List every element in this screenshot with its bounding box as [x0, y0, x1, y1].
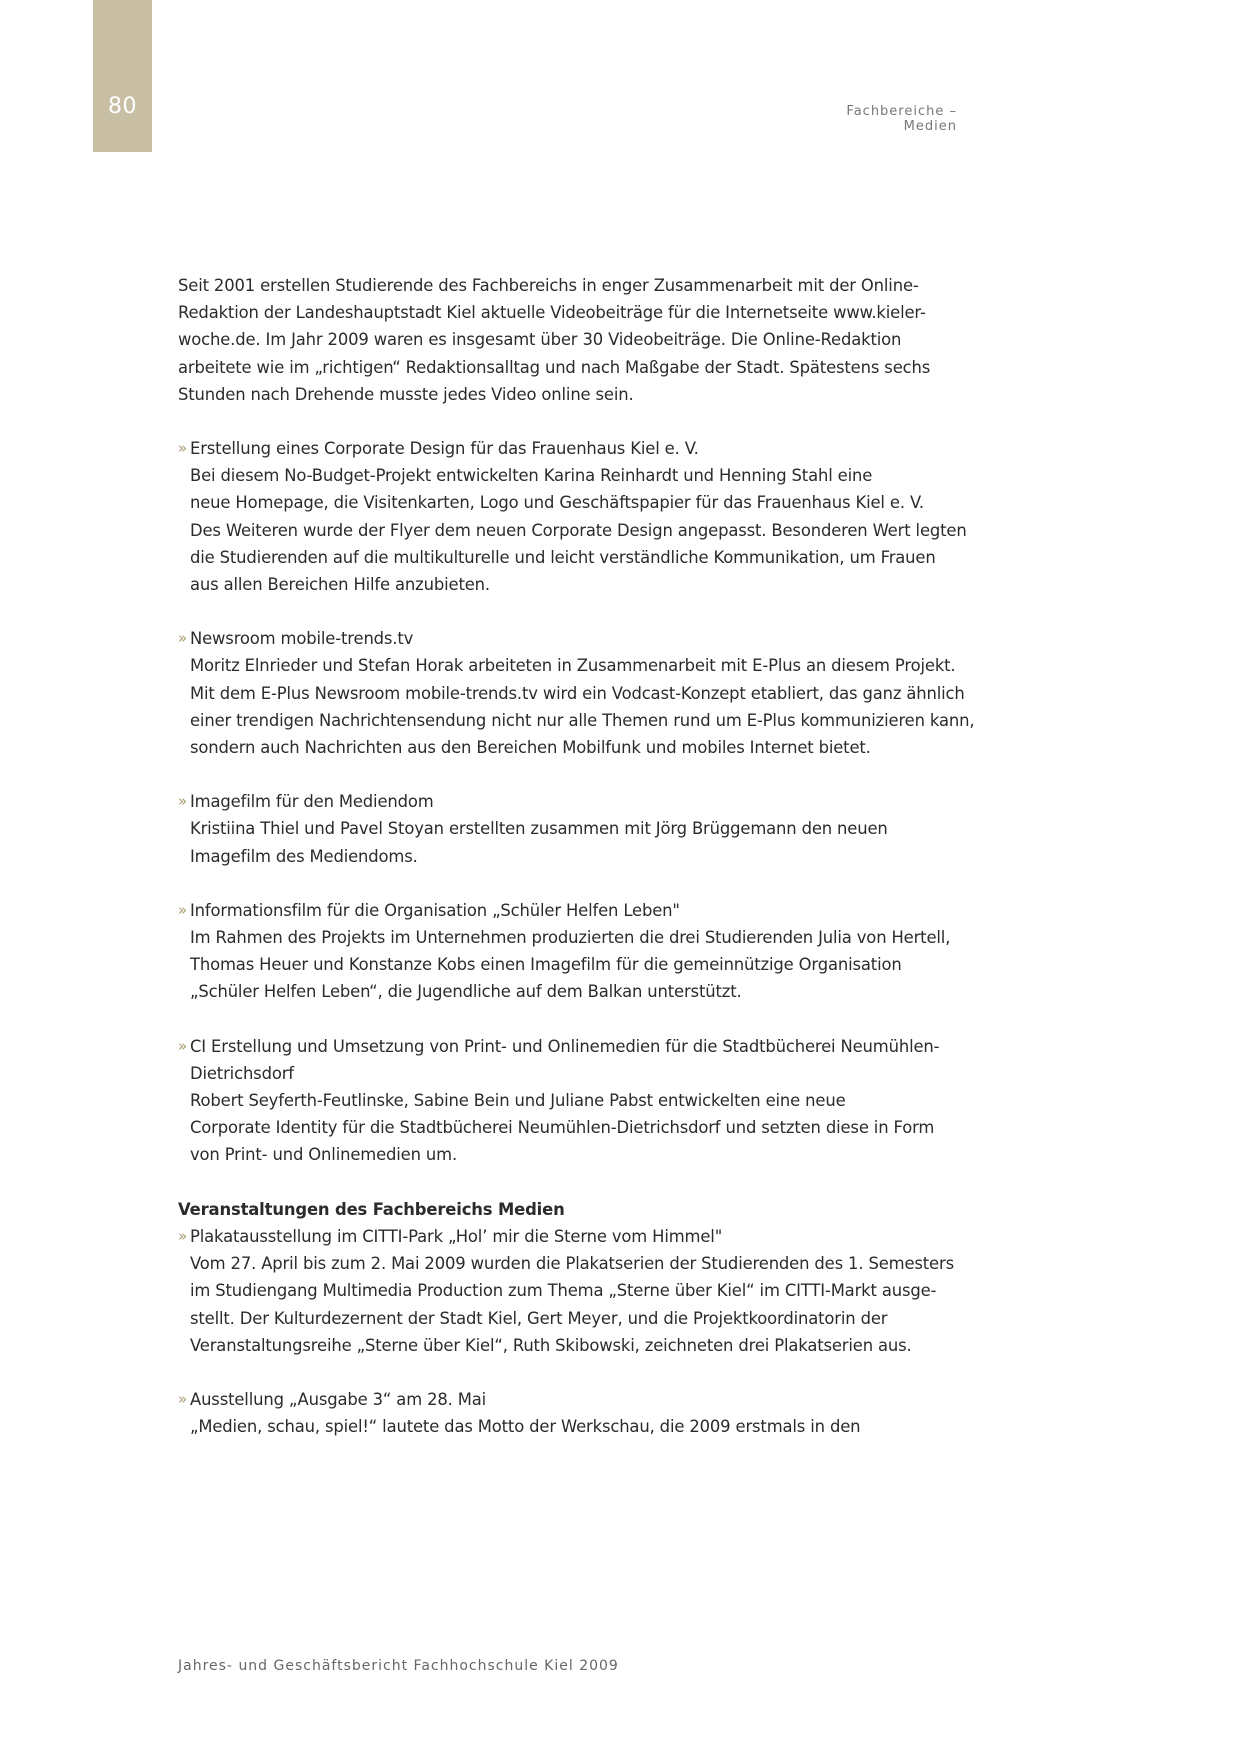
event-item — [178, 1386, 978, 1440]
section-header: Fachbereiche – Medien — [846, 104, 957, 134]
bullet-chevron-icon: » — [178, 629, 188, 648]
item-title-line: Plakatausstellung im CITTI-Park „Hol’ mir die Sterne vom Himmel" — [190, 1226, 723, 1246]
item-desc-line: Des Weiteren wurde der Flyer dem neuen Corporate Design angepasst. Besonderen Wert legten — [190, 520, 967, 540]
item-desc-line: einer trendigen Nachrichtensendung nicht nur alle Themen rund um E-Plus kommunizieren kann, — [190, 710, 975, 730]
item-desc-line: Bei diesem No-Budget-Projekt entwickelten Karina Reinhardt und Henning Stahl eine — [190, 466, 873, 486]
item-description — [178, 1087, 978, 1169]
item-desc-line: Corporate Identity für die Stadtbücherei Neumühlen-Dietrichsdorf und setzten diese in Form — [190, 1118, 935, 1138]
item-title — [178, 1223, 978, 1250]
item-desc-line: aus allen Bereichen Hilfe anzubieten. — [190, 575, 490, 595]
item-description — [178, 1413, 978, 1440]
item-desc-line: Robert Seyferth-Feutlinske, Sabine Bein und Juliane Pabst entwickelten eine neue — [190, 1091, 846, 1111]
item-desc-line: Moritz Elnrieder und Stefan Horak arbeiteten in Zusammenarbeit mit E-Plus an diesem Projekt. — [190, 656, 956, 676]
item-title — [178, 1386, 978, 1413]
events-heading: Veranstaltungen des Fachbereichs Medien — [178, 1199, 565, 1219]
intro-line: Redaktion der Landeshauptstadt Kiel aktuelle Videobeiträge für die Internetseite www.kieler- — [178, 303, 926, 323]
item-desc-line: Im Rahmen des Projekts im Unternehmen produzierten die drei Studierenden Julia von Hertell, — [190, 928, 951, 948]
intro-line: Stunden nach Drehende musste jedes Video online sein. — [178, 384, 634, 404]
bullet-chevron-icon: » — [178, 439, 188, 458]
page-tab — [93, 0, 152, 152]
item-desc-line: „Schüler Helfen Leben“, die Jugendliche auf dem Balkan unterstützt. — [190, 982, 742, 1002]
main-content — [178, 272, 978, 1440]
list-item — [178, 897, 978, 1006]
page-footer: Jahres- und Geschäftsbericht Fachhochschule Kiel 2009 — [178, 1658, 619, 1674]
item-title — [178, 435, 978, 462]
item-desc-line: Kristiina Thiel und Pavel Stoyan erstellten zusammen mit Jörg Brüggemann den neuen — [190, 819, 888, 839]
item-desc-line: Vom 27. April bis zum 2. Mai 2009 wurden die Plakatserien der Studierenden des 1. Semesters — [190, 1254, 954, 1274]
item-description — [178, 1250, 978, 1359]
list-item — [178, 435, 978, 598]
item-title-line: CI Erstellung und Umsetzung von Print- und Onlinemedien für die Stadtbücherei Neumühlen- — [190, 1036, 940, 1056]
item-title-line: Imagefilm für den Mediendom — [190, 792, 434, 812]
item-title — [178, 625, 978, 652]
bullet-chevron-icon: » — [178, 792, 188, 811]
intro-line: Seit 2001 erstellen Studierende des Fachbereichs in enger Zusammenarbeit mit der Online- — [178, 276, 919, 295]
intro-paragraph — [178, 272, 978, 408]
item-description — [178, 462, 978, 598]
item-title-line: Dietrichsdorf — [190, 1063, 294, 1083]
bullet-chevron-icon: » — [178, 900, 188, 919]
item-desc-line: sondern auch Nachrichten aus den Bereichen Mobilfunk und mobiles Internet bietet. — [190, 738, 871, 758]
item-desc-line: „Medien, schau, spiel!“ lautete das Motto der Werkschau, die 2009 erstmals in den — [190, 1417, 861, 1437]
list-item — [178, 625, 978, 761]
bullet-chevron-icon: » — [178, 1226, 188, 1245]
item-title-line: Newsroom mobile-trends.tv — [190, 629, 414, 649]
item-desc-line: die Studierenden auf die multikulturelle und leicht verständliche Kommunikation, um Frauen — [190, 547, 936, 567]
list-item — [178, 1033, 978, 1169]
item-title-line: Erstellung eines Corporate Design für das Frauenhaus Kiel e. V. — [190, 439, 699, 459]
item-title — [178, 897, 978, 924]
item-title — [178, 788, 978, 815]
intro-line: woche.de. Im Jahr 2009 waren es insgesamt über 30 Videobeiträge. Die Online-Redaktion — [178, 330, 902, 350]
item-desc-line: im Studiengang Multimedia Production zum Thema „Sterne über Kiel“ im CITTI-Markt ausge- — [190, 1281, 937, 1301]
item-description — [178, 924, 978, 1006]
intro-line: arbeitete wie im „richtigen“ Redaktionsalltag und nach Maßgabe der Stadt. Spätestens sechs — [178, 357, 931, 377]
item-title-line: Informationsfilm für die Organisation „Schüler Helfen Leben" — [190, 900, 680, 920]
item-desc-line: Veranstaltungsreihe „Sterne über Kiel“, Ruth Skibowski, zeichneten drei Plakatserien aus. — [190, 1335, 912, 1355]
bullet-chevron-icon: » — [178, 1389, 188, 1408]
page-number: 80 — [108, 94, 137, 119]
event-item — [178, 1223, 978, 1359]
bullet-chevron-icon: » — [178, 1036, 188, 1055]
item-desc-line: Imagefilm des Mediendoms. — [190, 846, 418, 866]
item-title — [178, 1033, 978, 1087]
item-desc-line: Mit dem E-Plus Newsroom mobile-trends.tv wird ein Vodcast-Konzept etabliert, das ganz ähnlich — [190, 683, 965, 703]
item-desc-line: stellt. Der Kulturdezernent der Stadt Kiel, Gert Meyer, und die Projektkoordinatorin der — [190, 1308, 888, 1328]
item-desc-line: neue Homepage, die Visitenkarten, Logo und Geschäftspapier für das Frauenhaus Kiel e. V. — [190, 493, 924, 513]
item-description — [178, 652, 978, 761]
item-desc-line: von Print- und Onlinemedien um. — [190, 1145, 458, 1165]
item-desc-line: Thomas Heuer und Konstanze Kobs einen Imagefilm für die gemeinnützige Organisation — [190, 955, 902, 975]
list-item — [178, 788, 978, 870]
item-description — [178, 815, 978, 869]
item-title-line: Ausstellung „Ausgabe 3“ am 28. Mai — [190, 1389, 487, 1409]
